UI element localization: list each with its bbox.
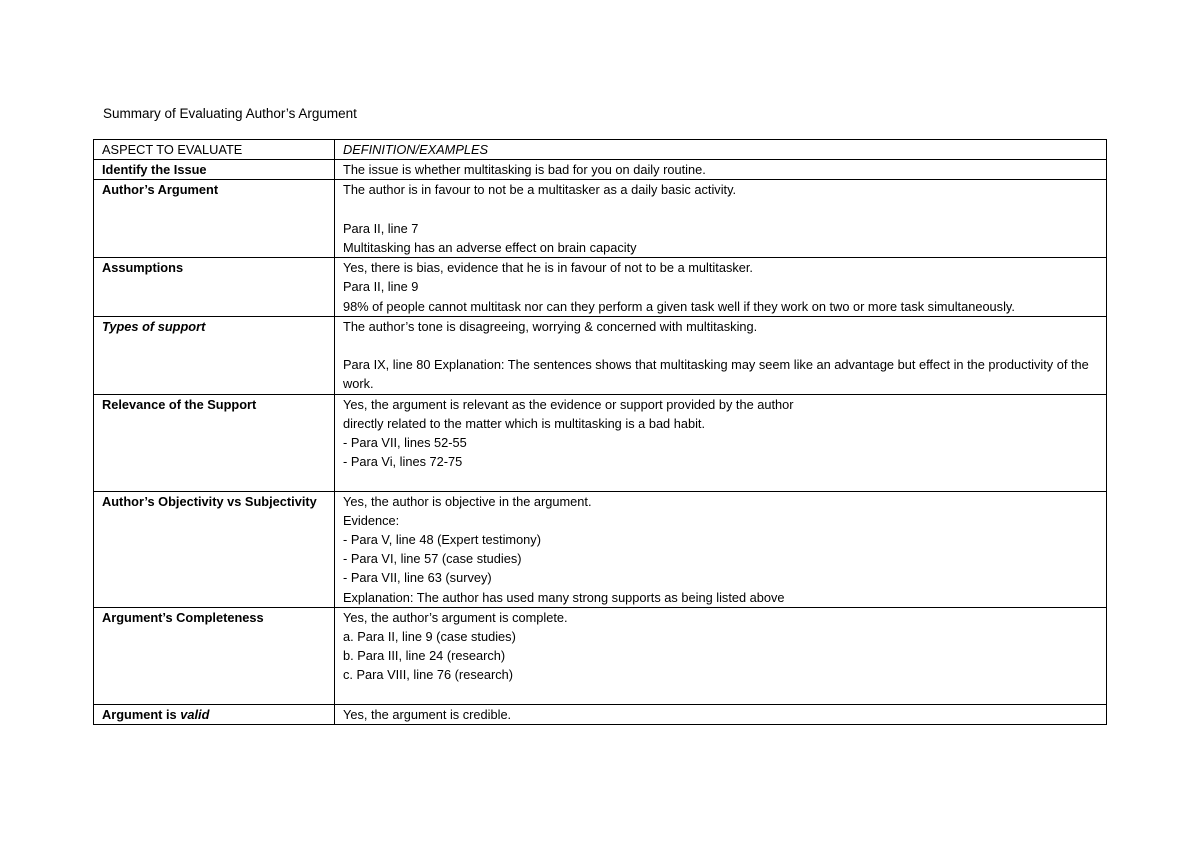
cell-line <box>343 200 1098 219</box>
aspect-cell: Relevance of the Support <box>94 394 335 491</box>
cell-line: Para II, line 7 <box>343 220 419 236</box>
table-row <box>94 704 1107 724</box>
cell-line: Yes, the author’s argument is complete. <box>343 609 568 625</box>
cell-line <box>343 471 1098 490</box>
cell-line: Para IX, line 80 Explanation: The sentences shows that multitasking may seem like an advantage but effect in the productivity of the work. <box>343 357 1093 392</box>
aspect-cell: Author’s Objectivity vs Subjectivity <box>94 491 335 607</box>
aspect-cell <box>94 704 335 724</box>
cell-line: - Para VII, line 63 (survey) <box>343 570 492 586</box>
aspect-cell: Author’s Argument <box>94 180 335 258</box>
cell-line: 98% of people cannot multitask nor can they perform a given task well if they work on two or more task simultaneously. <box>343 298 1015 314</box>
cell-line: a. Para II, line 9 (case studies) <box>343 629 516 645</box>
table-header-row <box>94 140 1107 160</box>
cell-line <box>343 336 1098 355</box>
cell-line: Yes, there is bias, evidence that he is in favour of not to be a multitasker. <box>343 260 753 276</box>
cell-line: Yes, the argument is relevant as the evidence or support provided by the author <box>343 396 794 412</box>
cell-line: directly related to the matter which is multitasking is a bad habit. <box>343 415 706 431</box>
definition-cell <box>335 704 1107 724</box>
table-row <box>94 394 1107 491</box>
definition-cell <box>335 607 1107 704</box>
cell-line: Evidence: <box>343 512 400 528</box>
header-definition: DEFINITION/EXAMPLES <box>335 140 1107 160</box>
table-row <box>94 607 1107 704</box>
cell-line: Yes, the argument is credible. <box>343 706 512 722</box>
table-row <box>94 316 1107 394</box>
aspect-italic-word: valid <box>180 706 210 722</box>
cell-line: The author is in favour to not be a multitasker as a daily basic activity. <box>343 182 737 198</box>
aspect-cell: Identify the Issue <box>94 160 335 180</box>
cell-line: - Para VI, line 57 (case studies) <box>343 551 522 567</box>
cell-line: - Para VII, lines 52-55 <box>343 435 467 451</box>
cell-line: Para II, line 9 <box>343 279 419 295</box>
table-row <box>94 180 1107 258</box>
cell-line: The issue is whether multitasking is bad for you on daily routine. <box>343 162 706 178</box>
cell-line: - Para V, line 48 (Expert testimony) <box>343 532 541 548</box>
definition-cell <box>335 258 1107 317</box>
cell-line: Multitasking has an adverse effect on brain capacity <box>343 240 637 255</box>
cell-line: c. Para VIII, line 76 (research) <box>343 667 513 683</box>
definition-cell <box>335 394 1107 491</box>
table-row <box>94 258 1107 317</box>
definition-cell <box>335 316 1107 394</box>
cell-line: - Para Vi, lines 72-75 <box>343 454 463 470</box>
cell-line <box>343 685 1098 704</box>
header-aspect: ASPECT TO EVALUATE <box>94 140 335 160</box>
definition-cell <box>335 491 1107 607</box>
aspect-prefix: Argument is <box>102 706 181 722</box>
aspect-cell: Argument’s Completeness <box>94 607 335 704</box>
definition-cell <box>335 180 1107 258</box>
definition-cell <box>335 160 1107 180</box>
aspect-cell: Types of support <box>94 316 335 394</box>
cell-line: b. Para III, line 24 (research) <box>343 648 506 664</box>
cell-line: Explanation: The author has used many strong supports as being listed above <box>343 589 785 605</box>
cell-line: Yes, the author is objective in the argument. <box>343 493 592 509</box>
cell-line: The author’s tone is disagreeing, worrying & concerned with multitasking. <box>343 318 758 334</box>
table-row <box>94 491 1107 607</box>
evaluation-table <box>93 139 1107 725</box>
document-title: Summary of Evaluating Author’s Argument <box>103 106 357 121</box>
aspect-cell: Assumptions <box>94 258 335 317</box>
table-row <box>94 160 1107 180</box>
